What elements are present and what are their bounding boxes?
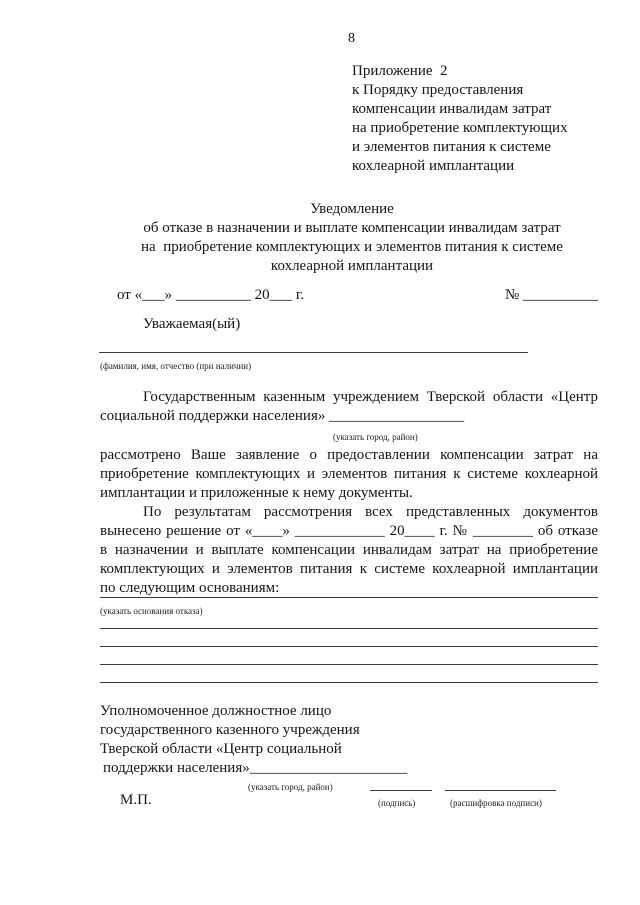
body-line: в назначении и выплате компенсации инвалидам затрат на приобретение <box>100 542 598 558</box>
notice-heading: Уведомление <box>310 201 394 217</box>
city-hint: (указать город, район) <box>333 432 418 442</box>
number-field: № __________ <box>505 287 599 303</box>
notice-title-line: на приобретение комплектующих и элементов питания к системе <box>141 239 563 255</box>
body-line: социальной поддержки населения» __________________ <box>100 408 465 424</box>
recipient-name-rule <box>99 352 528 353</box>
appendix-line: компенсации инвалидам затрат <box>352 101 552 117</box>
signature-rule <box>370 790 432 791</box>
signature-line: поддержки населения»_____________________ <box>103 760 408 776</box>
reasons-rule <box>100 664 598 665</box>
body-line: приобретение комплектующих и элементов питания к системе кохлеарной <box>100 466 598 482</box>
notice-title-line: об отказе в назначении и выплате компенсации инвалидам затрат <box>143 220 561 236</box>
appendix-line: кохлеарной имплантации <box>352 158 515 174</box>
greeting: Уважаемая(ый) <box>143 316 241 332</box>
reasons-rule <box>100 646 598 647</box>
reasons-rule <box>100 628 598 629</box>
appendix-line: на приобретение комплектующих <box>352 120 568 136</box>
signature-line: Уполномоченное должностное лицо <box>100 703 332 719</box>
reasons-hint: (указать основания отказа) <box>100 606 203 616</box>
body-line: комплектующих и элементов питания к системе кохлеарной имплантации <box>100 561 598 577</box>
body-line: По результатам рассмотрения всех представленных документов <box>143 504 598 520</box>
page-number: 8 <box>348 31 355 46</box>
name-rule <box>445 790 556 791</box>
body-line: вынесено решение от «____» ____________ 20____ г. № ________ об отказе <box>100 523 598 539</box>
body-line: рассмотрено Ваше заявление о предоставлении компенсации затрат на <box>100 447 598 463</box>
stamp-label: М.П. <box>120 792 152 808</box>
name-hint: (расшифровка подписи) <box>450 798 542 808</box>
signature-line: государственного казенного учреждения <box>100 722 360 738</box>
signature-hint: (подпись) <box>378 798 416 808</box>
recipient-hint: (фамилия, имя, отчество (при наличии) <box>100 361 252 371</box>
body-line: имплантации и приложенные к нему документы. <box>100 485 413 501</box>
signature-line: Тверской области «Центр социальной <box>100 741 342 757</box>
notice-title-line: кохлеарной имплантации <box>270 258 434 274</box>
body-line: по следующим основаниям: <box>100 580 280 596</box>
appendix-line: Приложение 2 <box>352 63 448 79</box>
signature-city-hint: (указать город, район) <box>248 782 333 792</box>
appendix-line: к Порядку предоставления <box>352 82 524 98</box>
reasons-rule <box>100 682 598 683</box>
date-field: от «___» __________ 20___ г. <box>117 287 305 303</box>
reasons-rule <box>100 597 598 598</box>
body-line: Государственным казенным учреждением Тверской области «Центр <box>143 389 598 405</box>
appendix-line: и элементов питания к системе <box>352 139 551 155</box>
